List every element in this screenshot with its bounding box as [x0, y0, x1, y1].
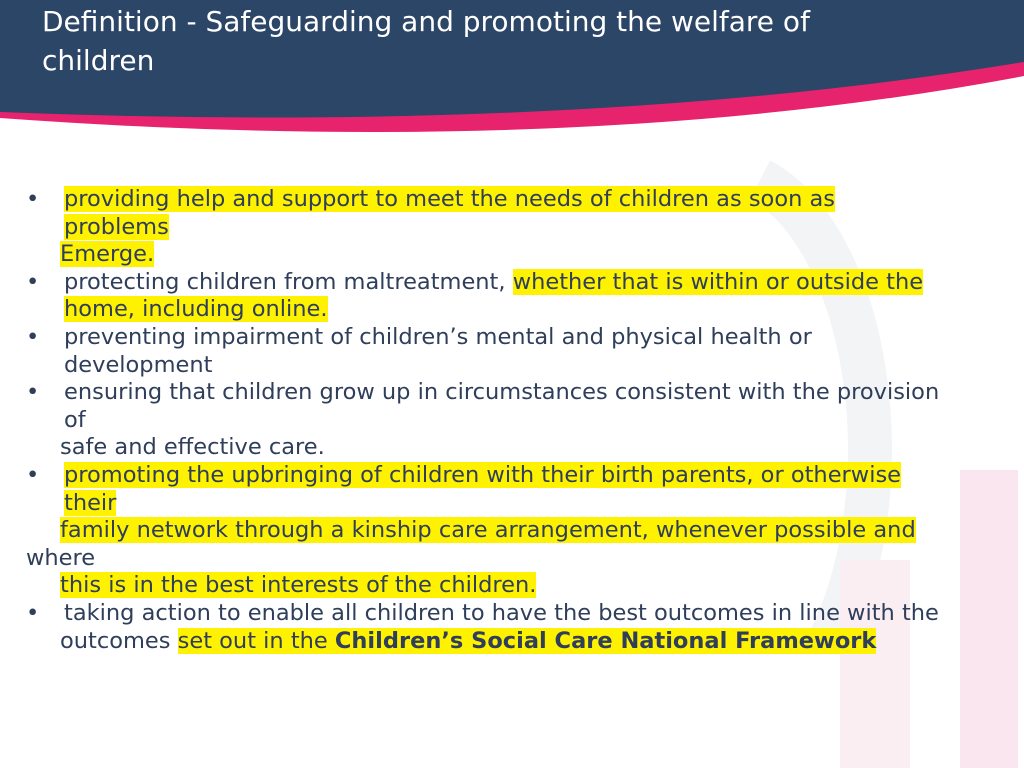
list-item-text-highlighted: family network through a kinship care arrangement, whenever possible and: [60, 517, 916, 544]
bullet-dot: •: [26, 599, 40, 626]
bullet-list: [26, 186, 1016, 655]
list-item-text: providing help and support to meet the needs of children as soon as: [64, 186, 836, 212]
bullet-dot: •: [26, 186, 40, 212]
list-item-text-highlighted: promoting the upbringing of children with their birth parents, or otherwise: [64, 461, 902, 488]
list-item-text-highlighted: set out in the: [177, 627, 335, 654]
list-item-continuation: [26, 572, 1016, 600]
list-item-continuation: [26, 434, 1016, 462]
list-item-text: taking action to enable all children to have the best outcomes in line with the: [64, 599, 939, 626]
list-item-continuation: [26, 628, 1016, 656]
list-item-text: outcomes: [60, 627, 178, 654]
framework-name: Children’s Social Care National Framework: [334, 627, 877, 654]
list-item-text: where: [26, 544, 96, 571]
list-item-ensuring: [26, 379, 1016, 407]
list-item-text-highlighted: whether that is within or outside the: [512, 268, 924, 295]
bullet-dot: •: [26, 268, 40, 295]
list-item-continuation: [26, 407, 1016, 435]
list-item-text: of: [64, 406, 86, 433]
list-item-continuation: [26, 352, 1016, 380]
list-item-continuation: [26, 241, 1016, 269]
list-item-text: development: [64, 351, 213, 378]
list-item-continuation: [26, 490, 1016, 518]
list-item-continuation: [26, 545, 1016, 573]
list-item-text: ensuring that children grow up in circumstances consistent with the provision: [64, 379, 940, 406]
list-item-text-highlighted: their: [64, 489, 117, 516]
list-item-continuation: [26, 214, 1016, 242]
list-item-text: protecting children from maltreatment,: [64, 268, 513, 295]
list-item-preventing: [26, 324, 1016, 352]
bullet-dot: •: [26, 379, 40, 406]
list-item-promoting: [26, 462, 1016, 490]
list-item-text: problems: [64, 213, 169, 240]
slide-title-line-2: children: [42, 44, 155, 77]
list-item-taking-action: [26, 600, 1016, 628]
bullet-dot: •: [26, 323, 40, 350]
bullet-dot: •: [26, 461, 40, 488]
list-item-text-highlighted: this is in the best interests of the children.: [60, 572, 537, 599]
list-item-help-support: [26, 186, 1016, 214]
list-item-text: Emerge.: [60, 241, 155, 268]
list-item-text: preventing impairment of children’s mental and physical health or: [64, 323, 812, 350]
slide-title-line-1: Definition - Safeguarding and promoting the welfare of: [42, 5, 810, 38]
list-item-protecting: [26, 269, 1016, 297]
list-item-continuation: [26, 517, 1016, 545]
list-item-text: safe and effective care.: [60, 434, 325, 461]
list-item-text-highlighted: home, including online.: [64, 296, 328, 323]
list-item-continuation: [26, 296, 1016, 324]
slide-title: [42, 2, 942, 80]
